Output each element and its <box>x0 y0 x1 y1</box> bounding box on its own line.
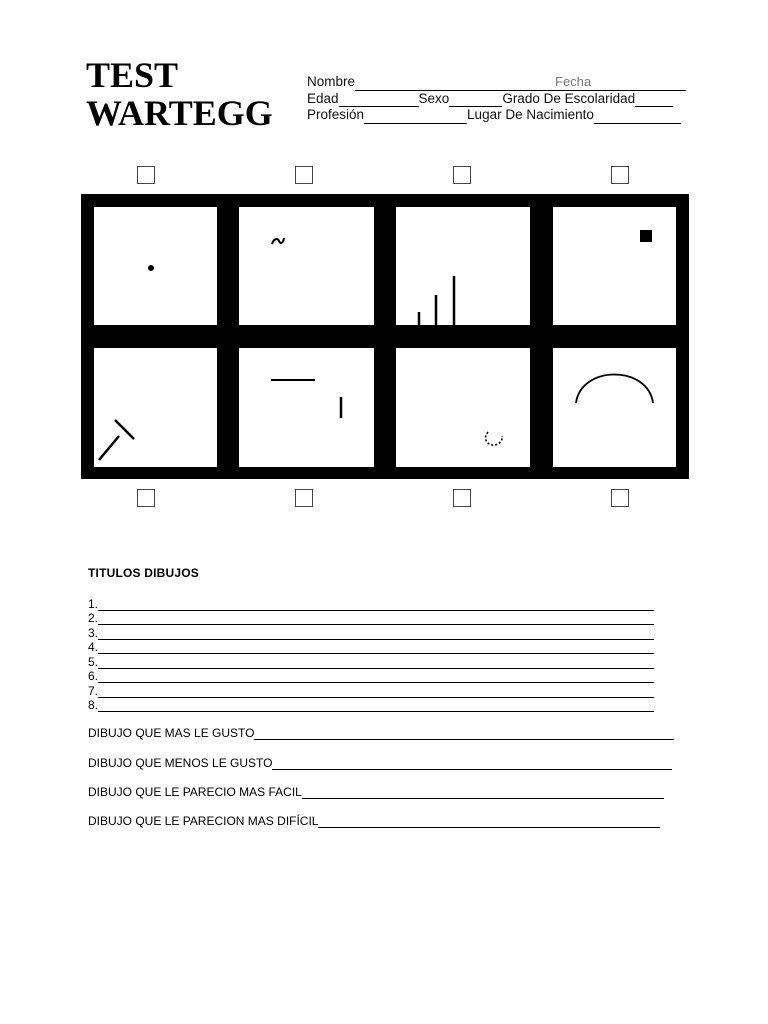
title-answer-field-6[interactable] <box>98 671 654 683</box>
title-answer-field-5[interactable] <box>98 657 654 669</box>
profesion-label: Profesión <box>307 107 365 122</box>
question-easiest-field[interactable] <box>302 787 664 799</box>
question-least-liked-field[interactable] <box>272 758 672 770</box>
checkbox-drawing-7[interactable] <box>453 489 471 507</box>
title-answer-row <box>88 698 654 713</box>
title-answer-field-2[interactable] <box>98 613 654 625</box>
stimulus-arc-icon <box>553 348 676 467</box>
title-line-1: TEST <box>86 55 179 95</box>
title-answer-field-8[interactable] <box>98 700 654 712</box>
drawing-box-4[interactable] <box>553 207 676 325</box>
drawing-box-5[interactable] <box>94 348 217 467</box>
answer-number: 2. <box>88 611 99 625</box>
title-answer-field-4[interactable] <box>98 642 654 654</box>
title-answer-field-3[interactable] <box>98 628 654 640</box>
drawing-box-1[interactable] <box>94 207 217 325</box>
title-answer-row <box>88 625 654 640</box>
question-hardest <box>88 814 660 828</box>
checkbox-drawing-1[interactable] <box>137 166 155 184</box>
question-most-liked <box>88 726 674 740</box>
question-hardest-label: DIBUJO QUE LE PARECION MAS DIFÍCIL <box>88 814 319 828</box>
nombre-row <box>307 74 686 91</box>
sexo-field[interactable] <box>449 94 502 107</box>
stimulus-perpendicular-lines-icon <box>239 348 374 467</box>
question-most-liked-label: DIBUJO QUE MAS LE GUSTO <box>88 726 255 740</box>
answer-number: 4. <box>88 640 99 654</box>
question-least-liked-label: DIBUJO QUE MENOS LE GUSTO <box>88 756 273 770</box>
stimulus-square-icon <box>553 207 676 325</box>
answer-number: 8. <box>88 698 99 712</box>
title-answer-row <box>88 683 654 698</box>
drawing-box-7[interactable] <box>396 348 530 467</box>
answer-number: 3. <box>88 625 99 640</box>
answer-number: 7. <box>88 683 99 698</box>
title-answer-row <box>88 596 654 611</box>
wartegg-grid <box>81 194 689 479</box>
drawing-box-8[interactable] <box>553 348 676 467</box>
profesion-row <box>307 107 686 124</box>
title-answer-row <box>88 669 654 684</box>
answer-number: 1. <box>88 596 99 611</box>
grado-label: Grado De Escolaridad <box>502 90 636 106</box>
lugar-label: Lugar De Nacimiento <box>467 107 594 122</box>
checkbox-drawing-2[interactable] <box>295 166 313 184</box>
fecha-label: Fecha <box>555 74 592 89</box>
nombre-label: Nombre <box>307 74 356 89</box>
drawing-box-2[interactable] <box>239 207 374 325</box>
profesion-field[interactable] <box>364 111 467 124</box>
answer-number: 5. <box>88 654 99 669</box>
stimulus-wave-icon <box>239 207 374 325</box>
section-title: TITULOS DIBUJOS <box>88 566 200 580</box>
edad-label: Edad <box>307 90 339 106</box>
personal-data-fields <box>307 74 686 124</box>
grado-field[interactable] <box>635 94 673 107</box>
title-answer-field-1[interactable] <box>98 599 654 611</box>
question-easiest-label: DIBUJO QUE LE PARECIO MAS FACIL <box>88 785 302 799</box>
stimulus-bars-icon <box>396 207 530 325</box>
question-easiest <box>88 785 664 799</box>
stimulus-angled-lines-icon <box>94 348 217 467</box>
question-hardest-field[interactable] <box>318 816 660 828</box>
question-least-liked <box>88 756 672 770</box>
nombre-field[interactable] <box>355 74 686 91</box>
title-answer-row <box>88 640 654 655</box>
title-line-2: WARTEGG <box>86 93 273 133</box>
title-answer-field-7[interactable] <box>98 686 654 698</box>
drawing-box-3[interactable] <box>396 207 530 325</box>
stimulus-dot-icon <box>94 207 217 325</box>
lugar-field[interactable] <box>594 111 681 124</box>
edad-row <box>307 91 686 108</box>
checkbox-drawing-3[interactable] <box>453 166 471 184</box>
checkbox-drawing-6[interactable] <box>295 489 313 507</box>
title-answer-row <box>88 611 654 626</box>
test-title <box>86 56 273 132</box>
checkbox-drawing-4[interactable] <box>611 166 629 184</box>
titles-list <box>88 596 654 712</box>
checkbox-drawing-5[interactable] <box>137 489 155 507</box>
question-most-liked-field[interactable] <box>254 728 674 740</box>
checkbox-drawing-8[interactable] <box>611 489 629 507</box>
answer-number: 6. <box>88 669 99 683</box>
stimulus-dotted-arc-icon <box>396 348 530 467</box>
title-answer-row <box>88 654 654 669</box>
edad-field[interactable] <box>339 94 419 107</box>
sexo-label: Sexo <box>418 90 450 106</box>
drawing-box-6[interactable] <box>239 348 374 467</box>
